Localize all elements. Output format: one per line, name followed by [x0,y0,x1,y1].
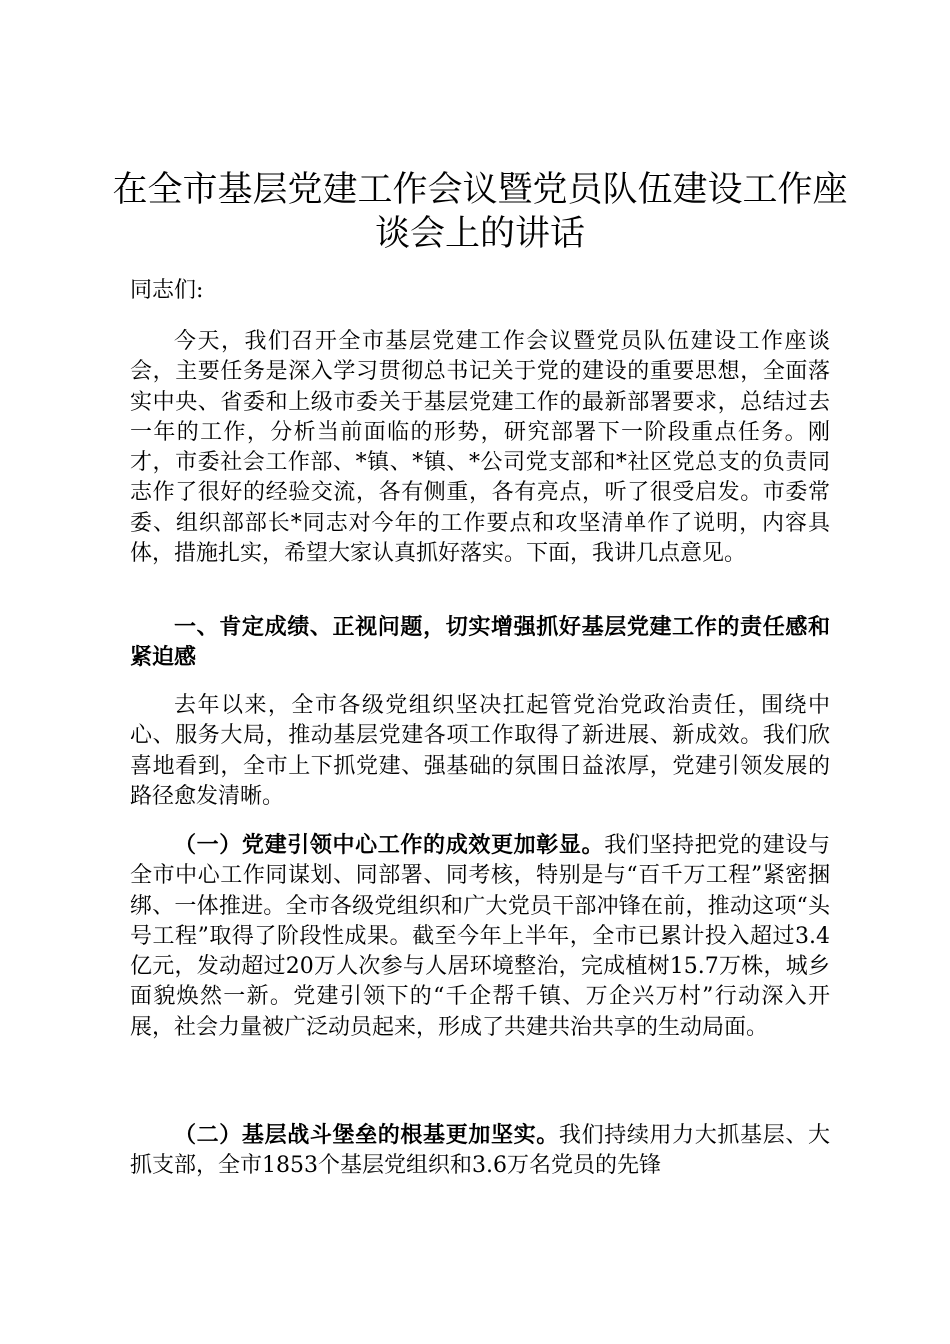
subsection-2-paragraph [130,1120,830,1182]
subsection-2-body: 我们持续用力大抓基层、大抓支部，全市1853个基层党组织和3.6万名党员的先锋 [130,1123,830,1179]
subsection-1-paragraph [130,830,830,1043]
intro-paragraph: 今天，我们召开全市基层党建工作会议暨党员队伍建设工作座谈会，主要任务是深入学习贯彻总书记关于党的建设的重要思想，全面落实中央、省委和上级市委关于基层党建工作的最新部署要求，总结过去一年的工作，分析当前面临的形势，研究部署下一阶段重点任务。刚才，市委社会工作部、*镇、*镇、*公司党支部和*社区党总支的负责同志作了很好的经验交流，各有侧重，各有亮点，听了很受启发。市委常委、组织部部长*同志对今年的工作要点和攻坚清单作了说明，内容具体，措施扎实，希望大家认真抓好落实。下面，我讲几点意见。 [130,329,830,567]
section-1-intro-paragraph: 去年以来，全市各级党组织坚决扛起管党治党政治责任，围绕中心、服务大局，推动基层党建各项工作取得了新进展、新成效。我们欣喜地看到，全市上下抓党建、强基础的氛围日益浓厚，党建引领发展的路径愈发清晰。 [130,693,830,809]
subsection-1-body: 我们坚持把党的建设与全市中心工作同谋划、同部署、同考核，特别是与“百千万工程”紧密捆绑、一体推进。全市各级党组织和广大党员干部冲锋在前，推动这项“头号工程”取得了阶段性成果。截至今年上半年，全市已累计投入超过3.4亿元，发动超过20万人次参与人居环境整治，完成植树15.7万株，城乡面貌焕然一新。党建引领下的“千企帮千镇、万企兴万村”行动深入开展，社会力量被广泛动员起来，形成了共建共治共享的生动局面。 [130,833,830,1040]
salutation: 同志们: [130,278,204,303]
subsection-2-lead: （二）基层战斗堡垒的根基更加坚实。 [174,1122,559,1148]
subsection-1-lead: （一）党建引领中心工作的成效更加彰显。 [174,832,605,858]
section-1-heading: 一、肯定成绩、正视问题，切实增强抓好基层党建工作的责任感和紧迫感 [130,614,830,671]
document-title: 在全市基层党建工作会议暨党员队伍建设工作座谈会上的讲话 [112,170,848,254]
